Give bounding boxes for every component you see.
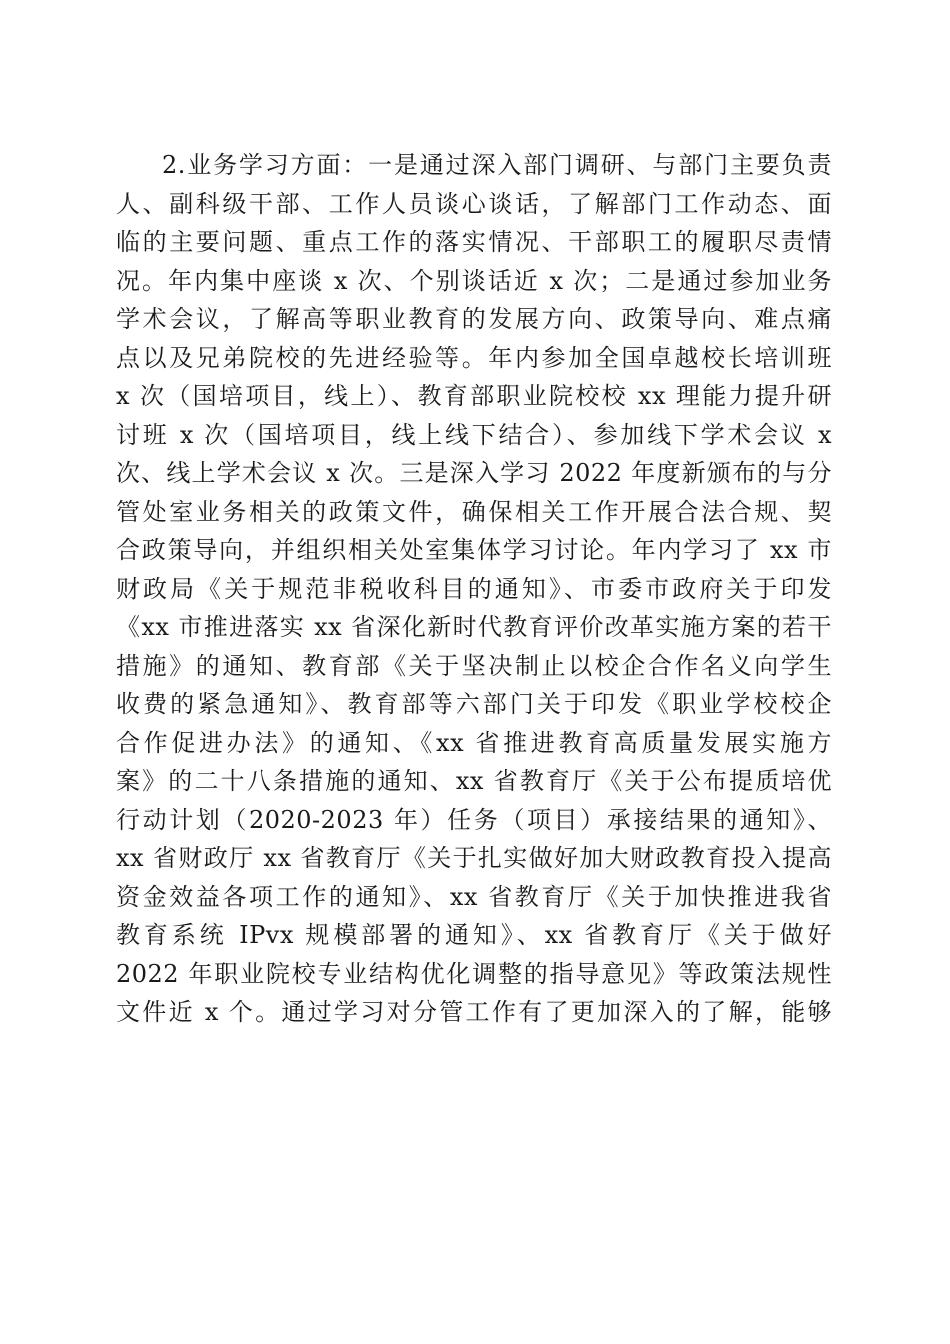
text-line: 行动计划（2020-2023 年）任务（项目）承接结果的通知》、 [116,805,832,834]
text-line: 文件近 x 个。通过学习对分管工作有了更加深入的了解，能够 [116,998,832,1026]
text-line: 资金效益各项工作的通知》、xx 省教育厅《关于加快推进我省 [116,882,832,911]
text-line: xx 省财政厅 xx 省教育厅《关于扎实做好加大财政教育投入提高 [116,844,832,872]
text-line: 人、副科级干部、工作人员谈心谈话，了解部门工作动态、面 [116,189,832,218]
text-line: 2.业务学习方面：一是通过深入部门调研、与部门主要负责 [162,151,832,179]
text-line: 点以及兄弟院校的先进经验等。年内参加全国卓越校长培训班 [116,343,832,372]
text-line: 管处室业务相关的政策文件，确保相关工作开展合法合规、契 [116,497,832,526]
text-line: 临的主要问题、重点工作的落实情况、干部职工的履职尽责情 [116,228,832,256]
text-line: 学术会议，了解高等职业教育的发展方向、政策导向、难点痛 [116,305,832,333]
text-line: 财政局《关于规范非税收科目的通知》、市委市政府关于印发 [116,574,832,603]
text-line: 收费的紧急通知》、教育部等六部门关于印发《职业学校校企 [116,690,832,718]
text-line: 案》的二十八条措施的通知、xx 省教育厅《关于公布提质培优 [116,767,832,795]
text-line: 况。年内集中座谈 x 次、个别谈话近 x 次；二是通过参加业务 [116,266,832,295]
text-line: 讨班 x 次（国培项目，线上线下结合）、参加线下学术会议 x [116,420,832,449]
text-line: 措施》的通知、教育部《关于坚决制止以校企合作名义向学生 [116,651,832,680]
body-paragraph [116,140,832,1026]
text-line: 合政策导向，并组织相关处室集体学习讨论。年内学习了 xx 市 [116,536,832,564]
text-line: 2022 年职业院校专业结构优化调整的指导意见》等政策法规性 [116,959,832,988]
text-line: 合作促进办法》的通知、《xx 省推进教育高质量发展实施方 [116,728,832,757]
text-line: 教育系统 IPvx 规模部署的通知》、xx 省教育厅《关于做好 [116,921,832,949]
text-line: 《xx 市推进落实 xx 省深化新时代教育评价改革实施方案的若干 [116,613,832,641]
text-line: 次、线上学术会议 x 次。三是深入学习 2022 年度新颁布的与分 [116,459,832,487]
text-line: x 次（国培项目，线上）、教育部职业院校校 xx 理能力提升研 [116,382,832,410]
